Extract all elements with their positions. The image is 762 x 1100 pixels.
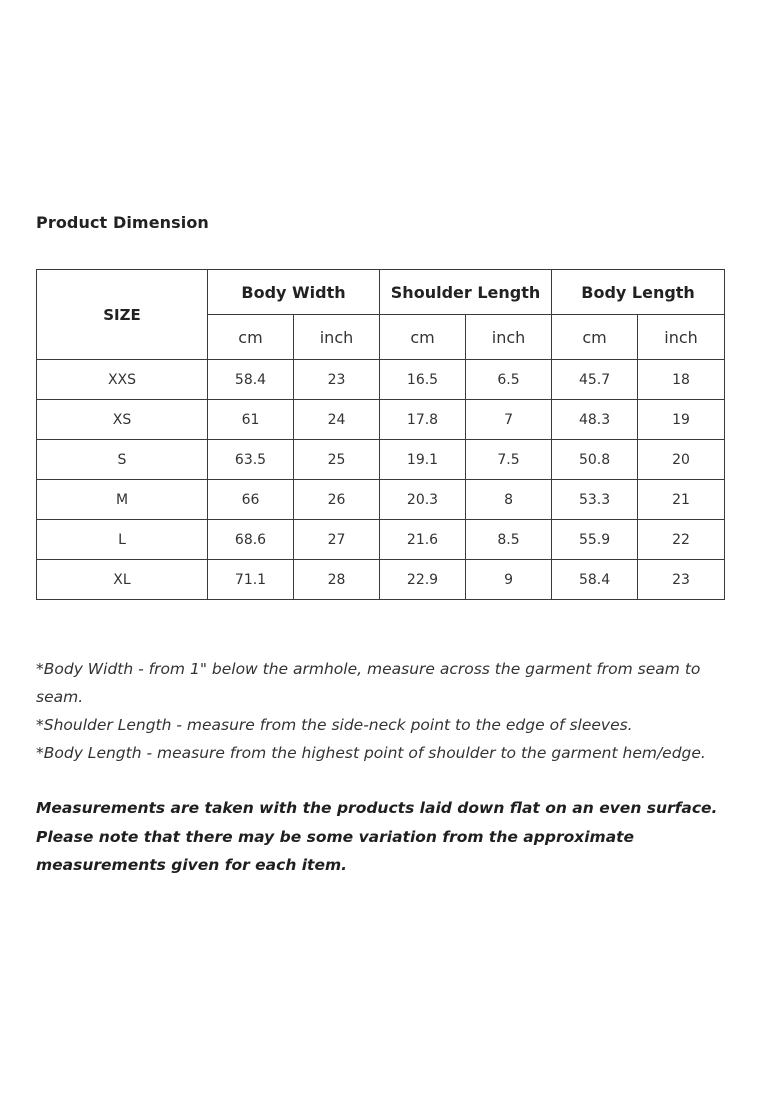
table-cell: 22 [638, 520, 725, 560]
table-cell: 18 [638, 360, 725, 400]
table-cell: 22.9 [380, 560, 466, 600]
table-cell: 21.6 [380, 520, 466, 560]
size-chart-table [36, 269, 725, 600]
table-cell: 23 [638, 560, 725, 600]
table-cell: 66 [208, 480, 294, 520]
size-cell: S [37, 440, 208, 480]
unit-header: inch [466, 315, 552, 360]
table-row [37, 360, 725, 400]
table-cell: 55.9 [552, 520, 638, 560]
unit-header: cm [552, 315, 638, 360]
group-header-shoulder-length: Shoulder Length [380, 270, 552, 315]
table-cell: 71.1 [208, 560, 294, 600]
table-row [37, 560, 725, 600]
table-cell: 24 [294, 400, 380, 440]
note-body-length: *Body Length - measure from the highest point of shoulder to the garment hem/edge. [36, 744, 706, 762]
size-cell: XL [37, 560, 208, 600]
table-cell: 63.5 [208, 440, 294, 480]
table-cell: 58.4 [552, 560, 638, 600]
table-row [37, 480, 725, 520]
table-cell: 7.5 [466, 440, 552, 480]
unit-header: inch [294, 315, 380, 360]
table-row [37, 520, 725, 560]
note-body-width: *Body Width - from 1" below the armhole, measure across the garment from seam to seam. [36, 660, 701, 706]
table-cell: 48.3 [552, 400, 638, 440]
measurement-notes [36, 655, 716, 767]
table-cell: 6.5 [466, 360, 552, 400]
note-shoulder-length: *Shoulder Length - measure from the side-neck point to the edge of sleeves. [36, 716, 633, 734]
table-cell: 45.7 [552, 360, 638, 400]
measurement-disclaimer: Measurements are taken with the products laid down flat on an even surface. Please note that there may be some variation from the approximate measurements given for each item. [36, 799, 718, 874]
unit-header: cm [380, 315, 466, 360]
table-cell: 19 [638, 400, 725, 440]
table-cell: 9 [466, 560, 552, 600]
table-row [37, 400, 725, 440]
table-cell: 21 [638, 480, 725, 520]
table-cell: 8 [466, 480, 552, 520]
size-cell: XXS [37, 360, 208, 400]
table-cell: 19.1 [380, 440, 466, 480]
size-cell: XS [37, 400, 208, 440]
table-cell: 61 [208, 400, 294, 440]
size-column-header: SIZE [37, 270, 208, 360]
table-cell: 28 [294, 560, 380, 600]
table-cell: 58.4 [208, 360, 294, 400]
table-cell: 8.5 [466, 520, 552, 560]
table-row [37, 440, 725, 480]
table-cell: 20 [638, 440, 725, 480]
table-cell: 23 [294, 360, 380, 400]
table-cell: 7 [466, 400, 552, 440]
table-cell: 68.6 [208, 520, 294, 560]
table-cell: 50.8 [552, 440, 638, 480]
table-cell: 27 [294, 520, 380, 560]
unit-header: inch [638, 315, 725, 360]
group-header-body-length: Body Length [552, 270, 725, 315]
table-cell: 20.3 [380, 480, 466, 520]
size-cell: L [37, 520, 208, 560]
table-cell: 17.8 [380, 400, 466, 440]
size-cell: M [37, 480, 208, 520]
page-title: Product Dimension [36, 213, 209, 232]
group-header-body-width: Body Width [208, 270, 380, 315]
unit-header: cm [208, 315, 294, 360]
table-cell: 25 [294, 440, 380, 480]
table-cell: 53.3 [552, 480, 638, 520]
table-cell: 26 [294, 480, 380, 520]
table-cell: 16.5 [380, 360, 466, 400]
